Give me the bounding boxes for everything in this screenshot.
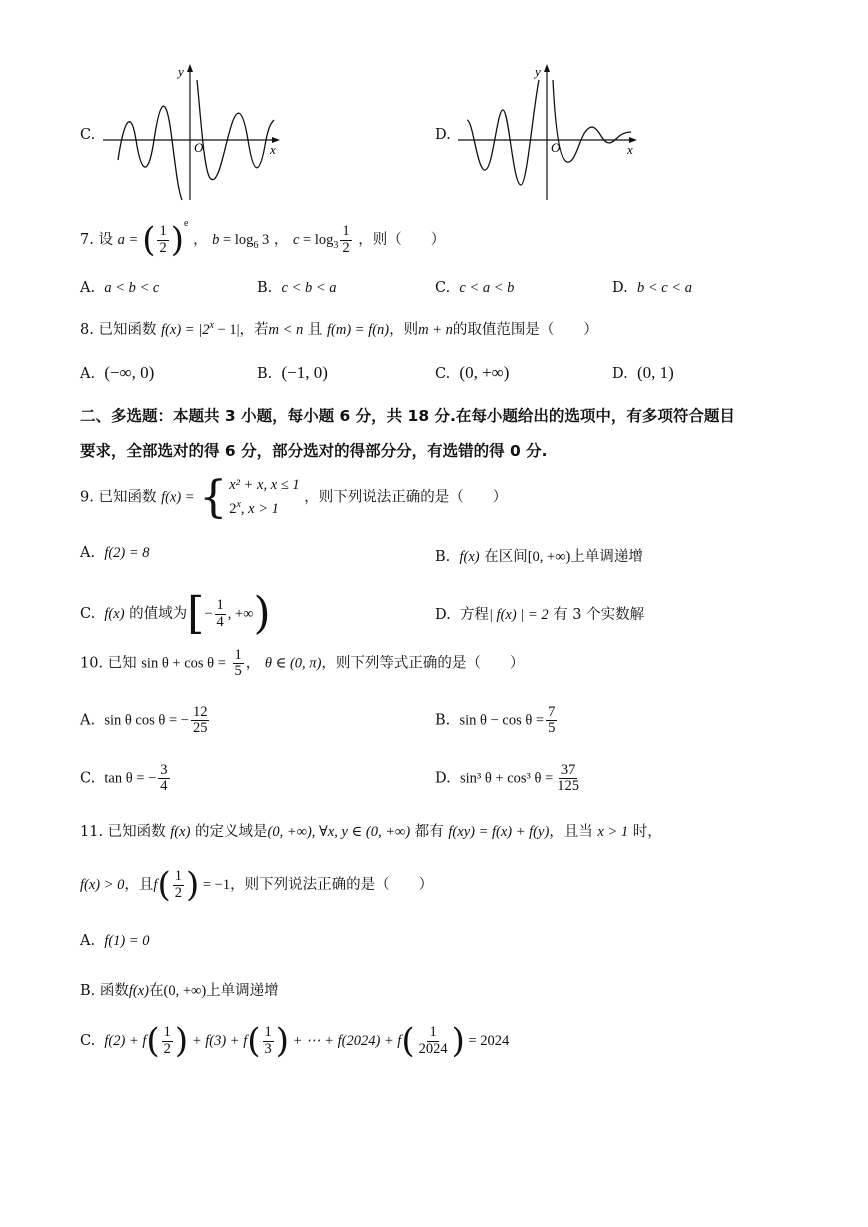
q9-option-d[interactable]: D. 方程| f(x) | = 2 有 3 个实数解 [435, 607, 645, 623]
q7-option-a[interactable]: A. a < b < c [80, 280, 160, 296]
q7-option-d[interactable]: D. b < c < a [612, 280, 692, 296]
svg-text:x: x [627, 142, 633, 157]
graph-c [98, 60, 288, 205]
q8-option-c[interactable]: C. (0, +∞) [435, 363, 510, 382]
q10-option-b[interactable]: B. sin θ − cos θ = $\frac{7}{5}$ [435, 704, 556, 737]
q9-option-c[interactable]: C. f(x) 的值域为[− $\frac{1}{4}$ , +∞) [80, 588, 271, 639]
question-11-line2: f(x) > 0，且f( $\frac{1}{2}$ ) = −1，则下列说法正确的是（ ） [80, 865, 434, 905]
graph-c-o: O [194, 140, 204, 155]
question-8: 8. 已知函数 $f(x) = |2^x - 1|$，若m < n 且 f(m) = f(n)，则m + n的取值范围是（ ） [80, 320, 598, 338]
question-7: 7. 设 a = ( $\frac{1}{2}$ )$^e$ ， $b = \log_6 3$ ， $c = \log_3$ $\frac{1}{2}$ ，则（ ） [80, 218, 446, 260]
svg-text:y: y [535, 64, 541, 79]
q9-option-a[interactable]: A. f(2) = 8 [80, 545, 150, 561]
graph-c-y: y [178, 64, 184, 79]
graph-d [455, 60, 645, 205]
graph-d-label: D. [435, 127, 451, 143]
q7-option-b[interactable]: B. c < b < a [257, 280, 337, 296]
question-9: 9. 已知函数 f(x) = { x² + x, x ≤ 1 2$^x$, x > 1 ，则下列说法正确的是（ ） [80, 471, 508, 523]
q11-option-a[interactable]: A. f(1) = 0 [80, 933, 150, 949]
graph-c-x: x [270, 142, 276, 157]
q10-option-a[interactable]: A. sin θ cos θ = − $\frac{12}{25}$ [80, 704, 208, 737]
graph-c-label: C. [80, 127, 96, 143]
section-heading-line1: 二、多选题：本题共 3 小题，每小题 6 分，共 18 分.在每小题给出的选项中，有多项符合题目 [80, 407, 735, 425]
question-11-line1: 11. 已知函数 f(x) 的定义域是(0, +∞), ∀x, y ∈ (0, +∞) 都有 f(xy) = f(x) + f(y)，且当 x > 1 时， [80, 824, 662, 840]
q10-option-c[interactable]: C. tan θ = − $\frac{3}{4}$ [80, 762, 168, 795]
question-10: 10. 已知 sin θ + cos θ = $\frac{1}{5}$ ， θ ∈ (0, π)，则下列等式正确的是（ ） [80, 647, 525, 680]
section-heading-line2: 要求，全部选对的得 6 分，部分选对的得部分分，有选错的得 0 分. [80, 442, 548, 460]
q8-option-b[interactable]: B. (−1, 0) [257, 363, 328, 382]
q8-option-d[interactable]: D. (0, 1) [612, 363, 674, 382]
svg-text:O: O [551, 140, 561, 155]
q7-option-c[interactable]: C. c < a < b [435, 280, 515, 296]
q11-option-b[interactable]: B. 函数f(x)在(0, +∞)上单调递增 [80, 983, 279, 999]
q10-option-d[interactable]: D. sin³ θ + cos³ θ = $\frac{37}{125}$ [435, 762, 580, 795]
q11-option-c[interactable]: C. f(2) + f( $\frac{1}{2}$ ) + f(3) + f( $\frac{1}{3}$ ) + ⋯ + f(2024) + f( $\frac{1}{2024}$ ) = 2024 [80, 1021, 510, 1061]
q9-option-b[interactable]: B. f(x) 在区间[0, +∞)上单调递增 [435, 549, 643, 565]
q8-option-a[interactable]: A. (−∞, 0) [80, 363, 155, 382]
